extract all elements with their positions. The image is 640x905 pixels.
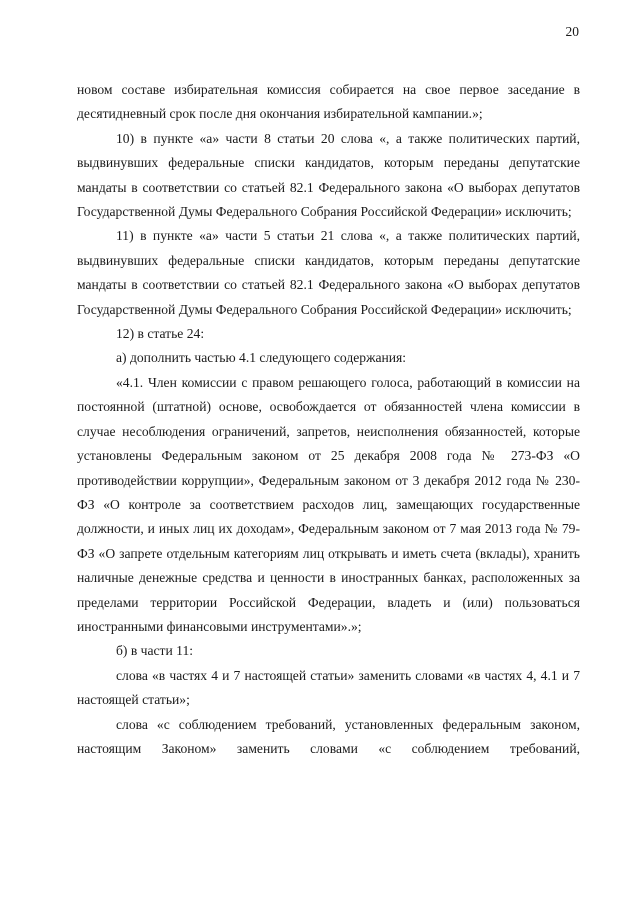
paragraph-subitem-b: б) в части 11: — [116, 643, 194, 659]
paragraph-replace-words-1: слова «в частях 4 и 7 настоящей статьи» заменить словами «в частях 4, 4.1 и 7 настоящей статьи»; — [77, 667, 580, 708]
page-number: 20 — [565, 24, 579, 39]
paragraph-part-4-1: «4.1. Член комиссии с правом решающего голоса, работающий в комиссии на постоянной (штатной) основе, освобождается от обязанностей члена комиссии в случае несоблюдения ограничений, запретов, неисполнения обязанностей, которые установлены Федеральным законом от 25 декабря 2008 года № 273-ФЗ «О противодействии коррупции», Федеральным законом от 3 декабря 2012 года № 230-ФЗ «О контроле за соответствием расходов лиц, замещающих государственные должности, и иных лиц их доходам», Федеральным законом от 7 мая 2013 года № 79-ФЗ «О запрете отдельным категориям лиц открывать и иметь счета (вклады), хранить наличные денежные средства и ценности в иностранных банках, расположенных за пределами территории Российской Федерации, владеть и (или) пользоваться иностранными финансовыми инструментами».»; — [77, 374, 580, 634]
paragraph-replace-words-2: слова «с соблюдением требований, установленных федеральным законом, настоящим Законом» заменить словами «с соблюдением требований, — [77, 716, 580, 756]
document-body — [77, 78, 580, 761]
paragraph-continuation: новом составе избирательная комиссия собирается на свое первое заседание в десятидневный срок после дня окончания избирательной кампании.»; — [77, 82, 580, 122]
paragraph-item-10: 10) в пункте «а» части 8 статьи 20 слова «, а также политических партий, выдвинувших федеральные списки кандидатов, которым переданы депутатские мандаты в соответствии со статьей 82.1 Федерального закона «О выборах депутатов Государственной Думы Федерального Собрания Российской Федерации» исключить; — [77, 130, 580, 220]
paragraph-item-12: 12) в статье 24: — [116, 326, 205, 342]
paragraph-subitem-a: а) дополнить частью 4.1 следующего содержания: — [116, 350, 407, 366]
paragraph-item-11: 11) в пункте «а» части 5 статьи 21 слова «, а также политических партий, выдвинувших федеральные списки кандидатов, которым переданы депутатские мандаты в соответствии со статьей 82.1 Федерального закона «О выборах депутатов Государственной Думы Федерального Собрания Российской Федерации» исключить; — [77, 228, 580, 317]
